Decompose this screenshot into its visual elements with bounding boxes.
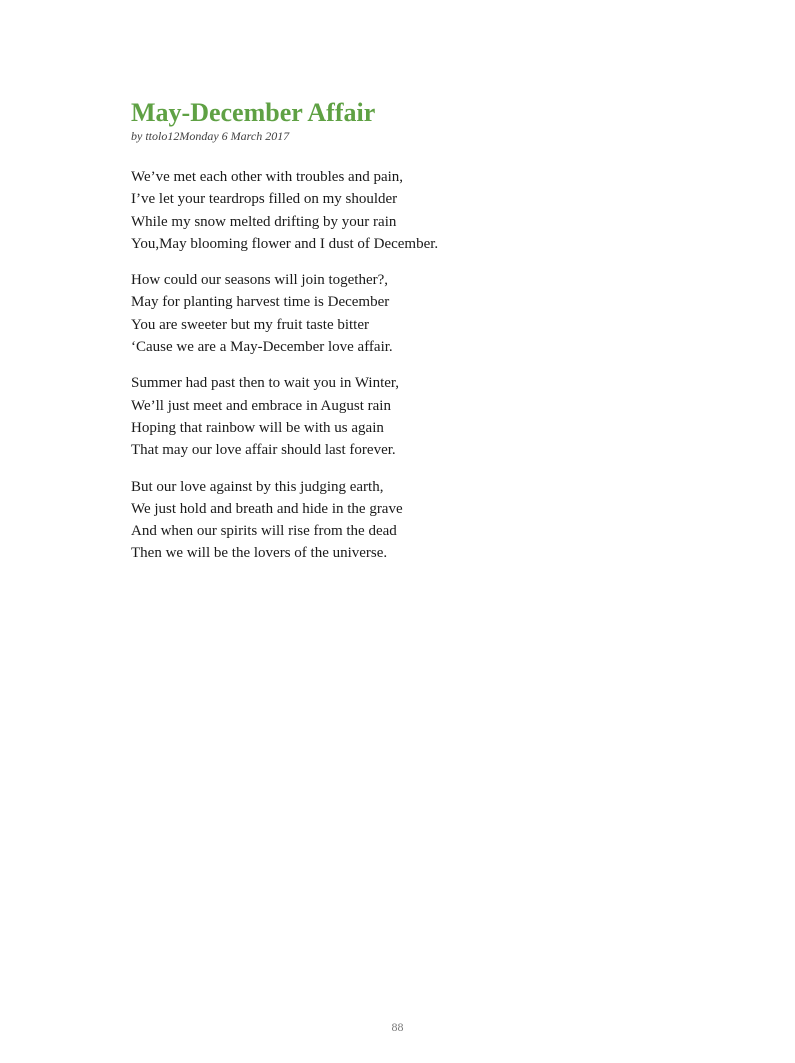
- poem-line: How could our seasons will join together?,: [131, 272, 389, 289]
- poem-line: That may our love affair should last forever.: [131, 442, 396, 459]
- poem-line: I’ve let your teardrops filled on my shoulder: [131, 191, 398, 208]
- poem-line: You,May blooming flower and I dust of December.: [131, 235, 439, 252]
- stanza-1: [131, 166, 651, 255]
- stanza-2: [131, 269, 651, 358]
- stanza-4: [131, 476, 651, 565]
- poem-line: But our love against by this judging earth,: [131, 478, 384, 495]
- poem-line: May for planting harvest time is December: [131, 294, 390, 311]
- poem-line: Summer had past then to wait you in Winter,: [131, 375, 400, 392]
- poem-line: We’ll just meet and embrace in August rain: [131, 397, 391, 414]
- stanza-3: [131, 372, 651, 461]
- poem-line: We just hold and breath and hide in the grave: [131, 500, 403, 517]
- poem-body: [131, 166, 651, 579]
- page-number: 88: [391, 1020, 404, 1034]
- poem-line: And when our spirits will rise from the dead: [131, 523, 397, 540]
- poem-line: You are sweeter but my fruit taste bitter: [131, 316, 370, 333]
- poem-line: We’ve met each other with troubles and pain,: [131, 169, 404, 185]
- poem-line: Then we will be the lovers of the universe.: [131, 545, 388, 562]
- poem-line: ‘Cause we are a May-December love affair.: [131, 339, 393, 356]
- poem-title: May-December Affair: [131, 98, 376, 127]
- poem-line: While my snow melted drifting by your rain: [131, 213, 397, 230]
- poem-byline: by ttolo12Monday 6 March 2017: [131, 129, 290, 143]
- poem-line: Hoping that rainbow will be with us again: [131, 419, 384, 436]
